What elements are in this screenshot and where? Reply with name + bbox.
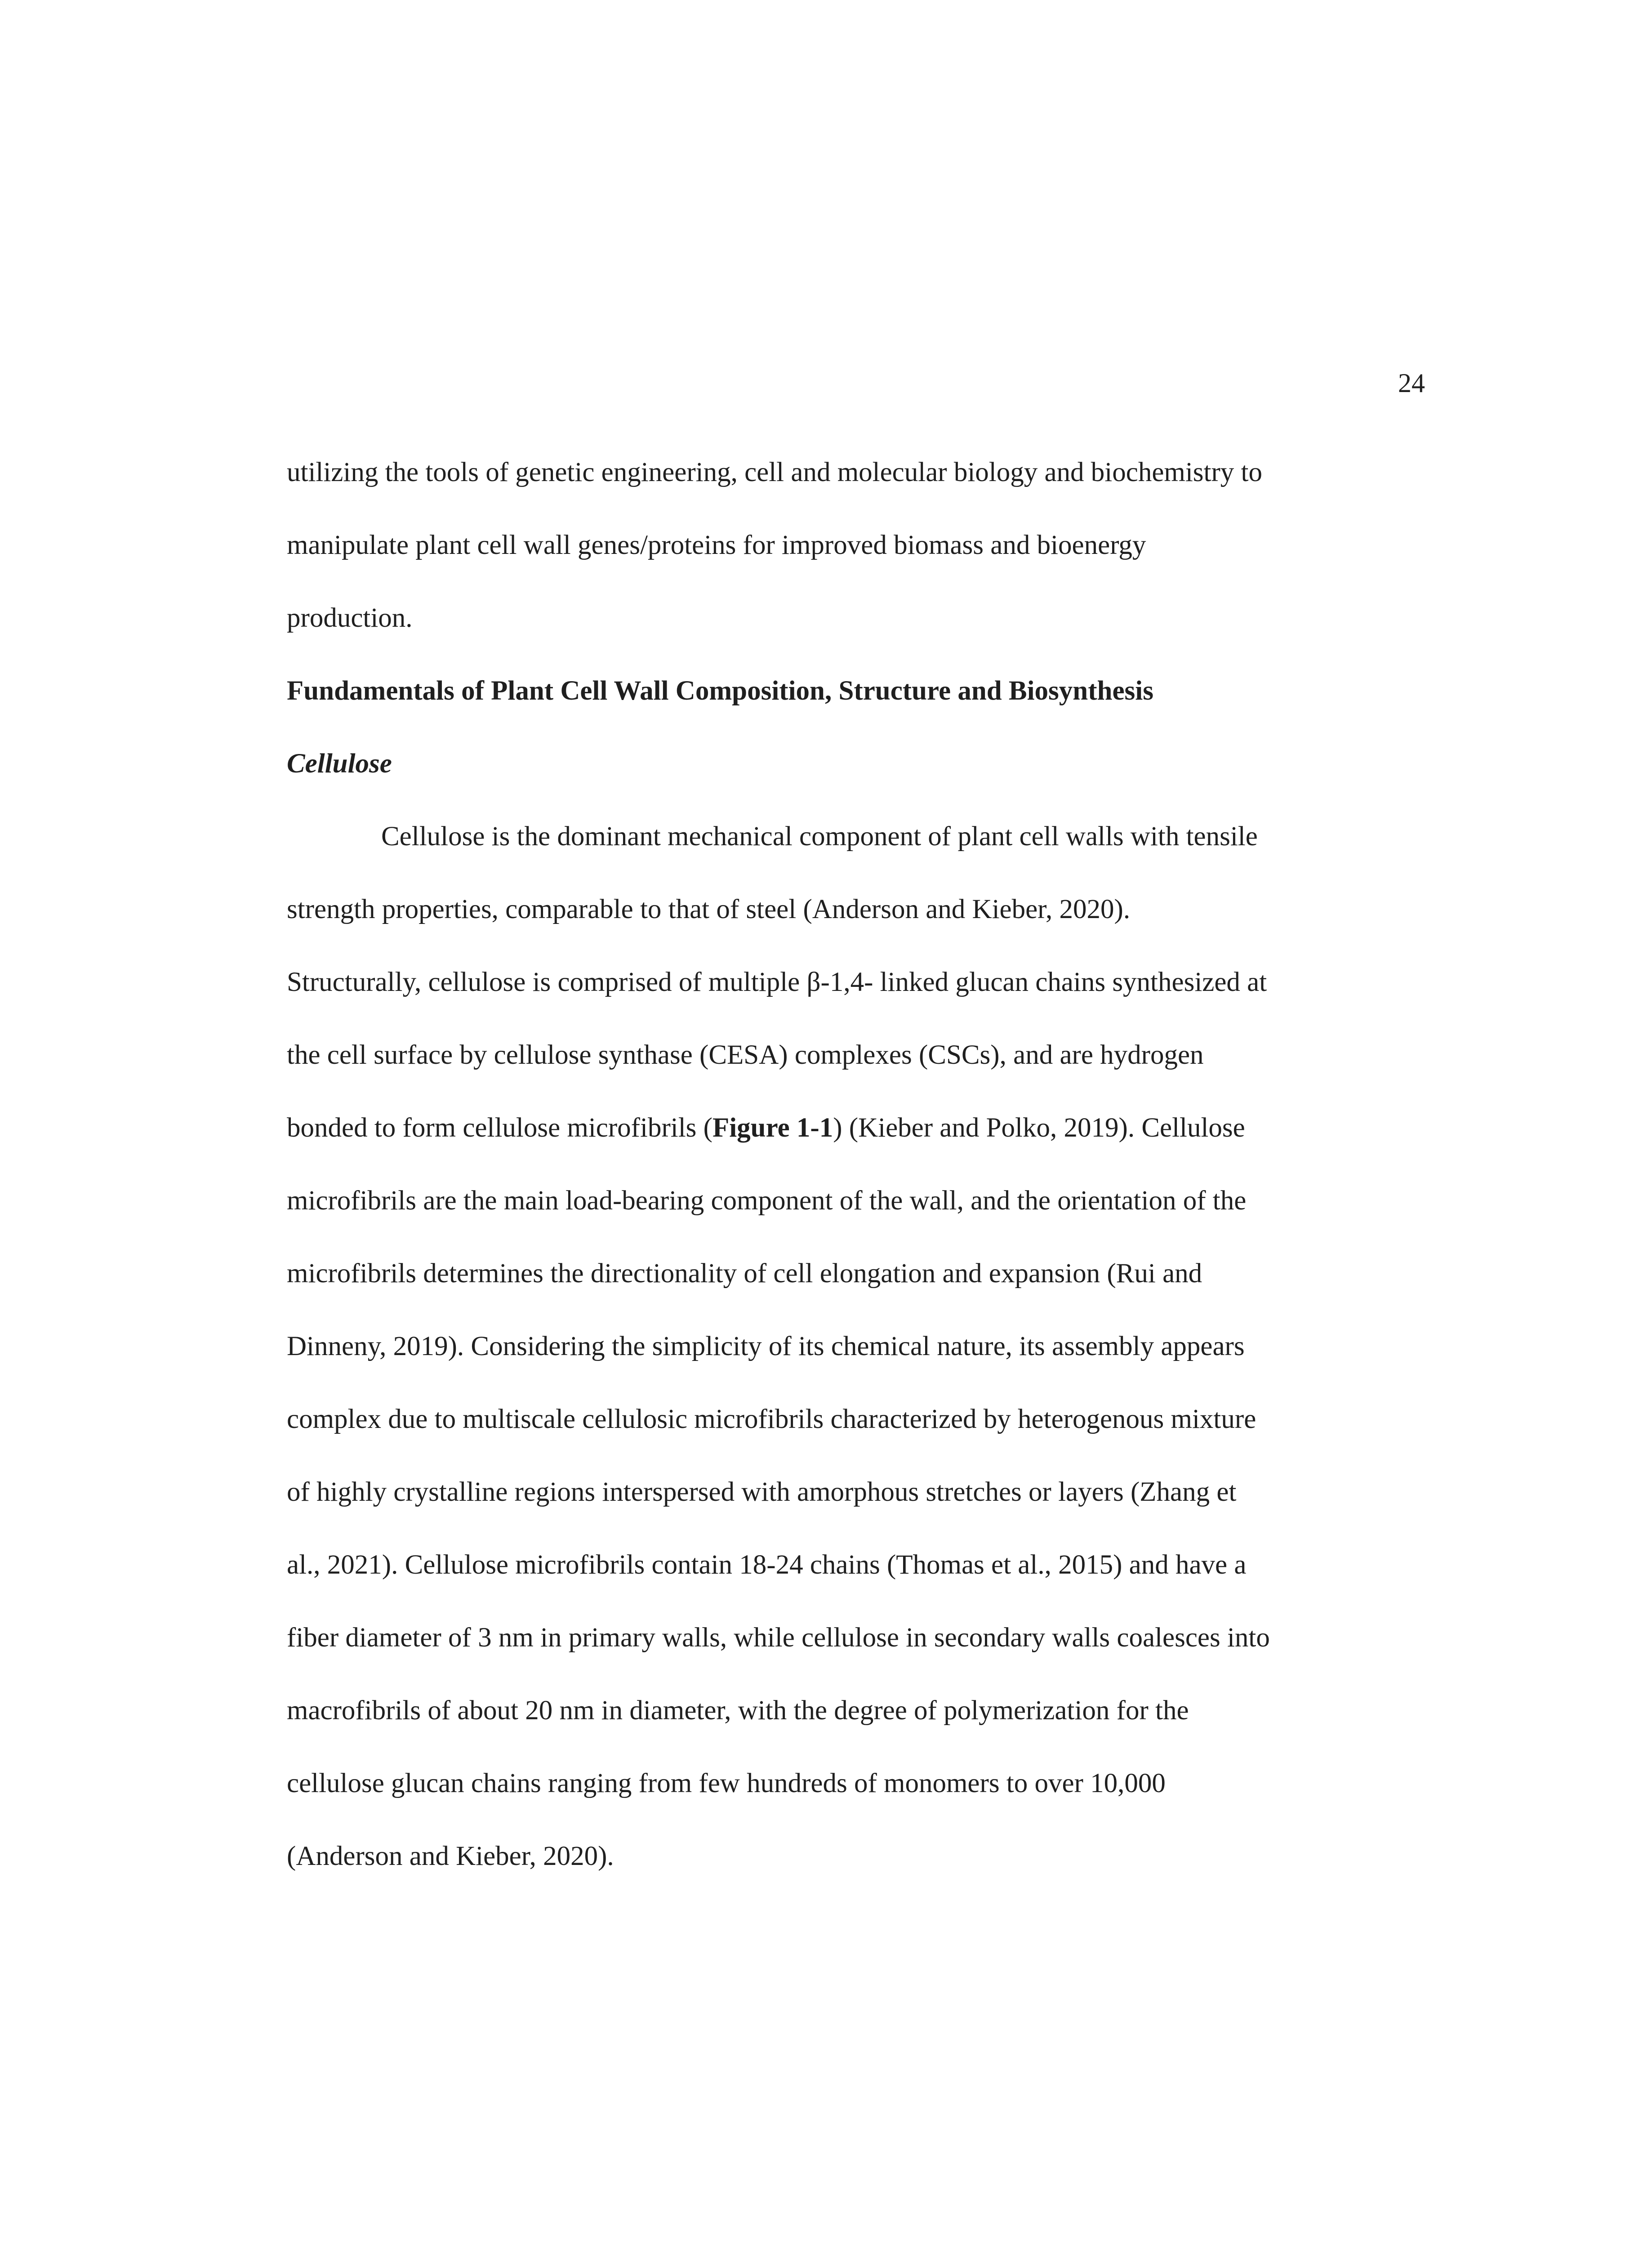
paragraph-line-5-end: ) (Kieber and Polko, 2019). Cellulose [833, 1113, 1245, 1143]
section-heading: Fundamentals of Plant Cell Wall Composition, Structure and Biosynthesis [287, 676, 1153, 706]
paragraph-line-2: strength properties, comparable to that of steel (Anderson and Kieber, 2020). [287, 894, 1131, 924]
paragraph-line-5 [287, 1092, 1438, 1164]
paragraph-line-3: Structurally, cellulose is comprised of multiple β-1,4- linked glucan chains synthesized at [287, 967, 1267, 997]
paragraph-line-11: al., 2021). Cellulose microfibrils contain 18-24 chains (Thomas et al., 2015) and have a [287, 1550, 1247, 1580]
figure-reference: Figure 1-1 [712, 1113, 833, 1143]
paragraph-line-12: fiber diameter of 3 nm in primary walls, while cellulose in secondary walls coalesces into [287, 1623, 1270, 1653]
paragraph-line-14: cellulose glucan chains ranging from few hundreds of monomers to over 10,000 [287, 1768, 1166, 1798]
paragraph-line-4: the cell surface by cellulose synthase (CESA) complexes (CSCs), and are hydrogen [287, 1040, 1204, 1070]
paragraph-line-10: of highly crystalline regions interspersed with amorphous stretches or layers (Zhang et [287, 1477, 1237, 1507]
paragraph-line-15: (Anderson and Kieber, 2020). [287, 1841, 614, 1871]
paragraph-line-9: complex due to multiscale cellulosic microfibrils characterized by heterogenous mixture [287, 1404, 1256, 1434]
paragraph-line-8: Dinneny, 2019). Considering the simplicity of its chemical nature, its assembly appears [287, 1331, 1245, 1361]
paragraph-line-13: macrofibrils of about 20 nm in diameter, with the degree of polymerization for the [287, 1695, 1189, 1726]
section-subheading: Cellulose [287, 749, 392, 779]
intro-line-3: production. [287, 603, 413, 633]
intro-line-1: utilizing the tools of genetic engineering, cell and molecular biology and biochemistry to [287, 457, 1262, 487]
paragraph-line-7: microfibrils determines the directionality of cell elongation and expansion (Rui and [287, 1258, 1202, 1289]
intro-line-2: manipulate plant cell wall genes/proteins for improved biomass and bioenergy [287, 530, 1146, 560]
paragraph-line-5-start: bonded to form cellulose microfibrils ( [287, 1113, 712, 1143]
page-number: 24 [1398, 368, 1425, 398]
paragraph-line-1: Cellulose is the dominant mechanical component of plant cell walls with tensile [381, 821, 1258, 852]
paragraph-line-6: microfibrils are the main load-bearing component of the wall, and the orientation of the [287, 1186, 1247, 1216]
document-body [287, 436, 1438, 1893]
